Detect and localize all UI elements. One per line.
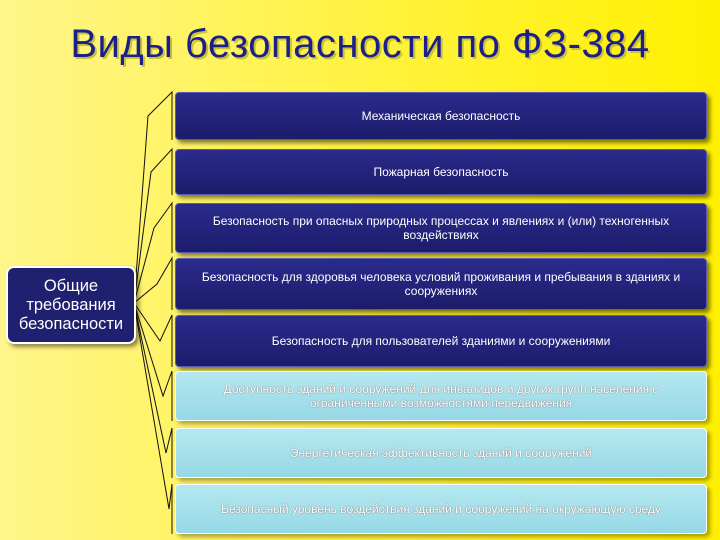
connector-line (134, 303, 172, 421)
root-label: Общие требования безопасности (18, 276, 124, 333)
item-fire-safety (175, 149, 707, 195)
page-title: Виды безопасности по ФЗ-384 (70, 22, 650, 66)
root-node (6, 266, 136, 344)
connector-line (134, 203, 172, 303)
connector-line (134, 258, 172, 310)
item-natural-technogenic-safety (175, 203, 707, 253)
item-accessibility (175, 371, 707, 421)
item-label: Механическая безопасность (361, 109, 521, 123)
item-mechanical-safety (175, 92, 707, 140)
item-energy-efficiency (175, 428, 707, 478)
connector-line (134, 92, 172, 303)
item-health-safety (175, 258, 707, 310)
item-label: Энергетическая эффективность зданий и сооружений (289, 446, 593, 460)
item-user-safety (175, 315, 707, 367)
connector-line (134, 303, 172, 478)
item-environmental-impact (175, 484, 707, 534)
item-label: Пожарная безопасность (373, 165, 509, 179)
item-label: Безопасный уровень воздействия зданий и сооружений на окружающую среду (221, 502, 661, 516)
connector-line (134, 303, 172, 534)
item-label: Безопасность для здоровья человека условий проживания и пребывания в зданиях и сооружениях (201, 270, 681, 298)
item-label: Доступность зданий и сооружений для инвалидов и других групп населения с ограниченными возможностями передвижения (223, 382, 659, 410)
item-label: Безопасность для пользователей зданиями и сооружениями (271, 334, 611, 348)
item-label: Безопасность при опасных природных процессах и явлениях и (или) техногенных воздействиях (212, 214, 670, 242)
